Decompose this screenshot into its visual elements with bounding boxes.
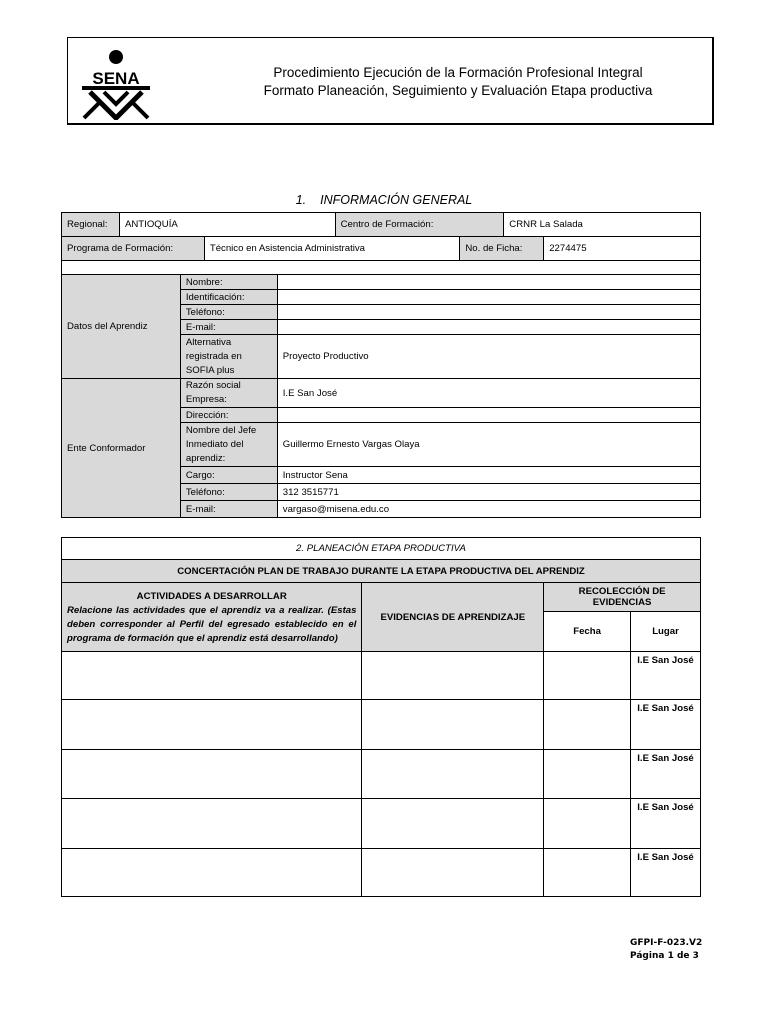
lugar-cell: I.E San José <box>631 849 701 897</box>
ente-jefe-label: Nombre del Jefe Inmediato del aprendiz: <box>180 423 277 467</box>
col-recoleccion-header: RECOLECCIÓN DE EVIDENCIAS <box>544 583 701 612</box>
evidencia-cell <box>362 652 544 700</box>
header-title <box>208 64 708 100</box>
aprendiz-group-label: Datos del Aprendiz <box>62 275 181 379</box>
aprendiz-identificacion-value <box>277 290 700 305</box>
aprendiz-nombre-label: Nombre: <box>180 275 277 290</box>
programa-label: Programa de Formación: <box>62 237 205 261</box>
page-number: Página 1 de 3 <box>630 951 699 961</box>
ente-razon-label: Razón social Empresa: <box>180 379 277 408</box>
evidencia-cell <box>362 750 544 799</box>
aprendiz-alternativa-value: Proyecto Productivo <box>277 335 700 379</box>
col-actividades-label: ACTIVIDADES A DESARROLLAR <box>136 591 287 602</box>
centro-label: Centro de Formación: <box>335 213 504 237</box>
document-footer <box>630 937 702 963</box>
logo-text: SENA <box>92 69 140 88</box>
aprendiz-alternativa-label: Alternativa registrada en SOFIA plus <box>180 335 277 379</box>
table-row <box>62 750 701 799</box>
actividad-cell <box>62 652 362 700</box>
fecha-cell <box>544 652 631 700</box>
col-fecha-header: Fecha <box>544 612 631 652</box>
col-actividades-note: Relacione las actividades que el aprendiz va a realizar. (Estas deben corresponder al Perfil del egresado establecido en el programa de formación que el aprendiz está desarrollando) <box>67 605 357 644</box>
col-evidencias-header: EVIDENCIAS DE APRENDIZAJE <box>362 583 544 652</box>
lugar-cell: I.E San José <box>631 700 701 750</box>
aprendiz-telefono-label: Teléfono: <box>180 305 277 320</box>
programa-value: Técnico en Asistencia Administrativa <box>204 237 460 261</box>
section1-title-text: INFORMACIÓN GENERAL <box>320 193 473 207</box>
section2-title: 2. PLANEACIÓN ETAPA PRODUCTIVA <box>62 538 701 560</box>
general-info-table <box>61 212 701 518</box>
fecha-cell <box>544 750 631 799</box>
centro-value: CRNR La Salada <box>504 213 701 237</box>
spacer-row <box>62 261 701 275</box>
aprendiz-nombre-value <box>277 275 700 290</box>
aprendiz-telefono-value <box>277 305 700 320</box>
section1-title <box>0 193 768 207</box>
section1-number: 1. <box>295 193 307 207</box>
document-header <box>67 37 714 125</box>
ente-cargo-value: Instructor Sena <box>277 467 700 484</box>
col-actividades-header <box>62 583 362 652</box>
regional-value: ANTIOQUÍA <box>119 213 335 237</box>
fecha-cell <box>544 799 631 849</box>
header-title-line1: Procedimiento Ejecución de la Formación Profesional Integral <box>273 65 643 80</box>
ente-razon-value: I.E San José <box>277 379 700 408</box>
ente-direccion-label: Dirección: <box>180 408 277 423</box>
ficha-label: No. de Ficha: <box>460 237 544 261</box>
table-row <box>62 652 701 700</box>
table-row <box>62 849 701 897</box>
aprendiz-email-label: E-mail: <box>180 320 277 335</box>
form-code: GFPI-F-023.V2 <box>630 938 703 948</box>
actividad-cell <box>62 700 362 750</box>
ente-telefono-value: 312 3515771 <box>277 484 700 501</box>
evidencia-cell <box>362 849 544 897</box>
evidencia-cell <box>362 700 544 750</box>
aprendiz-identificacion-label: Identificación: <box>180 290 277 305</box>
table-row <box>62 799 701 849</box>
lugar-cell: I.E San José <box>631 799 701 849</box>
table-row <box>62 700 701 750</box>
fecha-cell <box>544 700 631 750</box>
section2-subtitle: CONCERTACIÓN PLAN DE TRABAJO DURANTE LA ETAPA PRODUCTIVA DEL APRENDIZ <box>62 560 701 583</box>
col-lugar-header: Lugar <box>631 612 701 652</box>
actividad-cell <box>62 750 362 799</box>
lugar-cell: I.E San José <box>631 652 701 700</box>
ente-jefe-value: Guillermo Ernesto Vargas Olaya <box>277 423 700 467</box>
ente-telefono-label: Teléfono: <box>180 484 277 501</box>
aprendiz-email-value <box>277 320 700 335</box>
ente-email-label: E-mail: <box>180 501 277 518</box>
ente-email-value: vargaso@misena.edu.co <box>277 501 700 518</box>
regional-label: Regional: <box>62 213 120 237</box>
header-title-line2: Formato Planeación, Seguimiento y Evaluación Etapa productiva <box>263 83 653 98</box>
planeacion-table <box>61 537 701 897</box>
ficha-value: 2274475 <box>544 237 701 261</box>
actividad-cell <box>62 849 362 897</box>
ente-cargo-label: Cargo: <box>180 467 277 484</box>
ente-group-label: Ente Conformador <box>62 379 181 518</box>
fecha-cell <box>544 849 631 897</box>
sena-logo <box>80 46 152 120</box>
actividad-cell <box>62 799 362 849</box>
ente-direccion-value <box>277 408 700 423</box>
lugar-cell: I.E San José <box>631 750 701 799</box>
evidencia-cell <box>362 799 544 849</box>
